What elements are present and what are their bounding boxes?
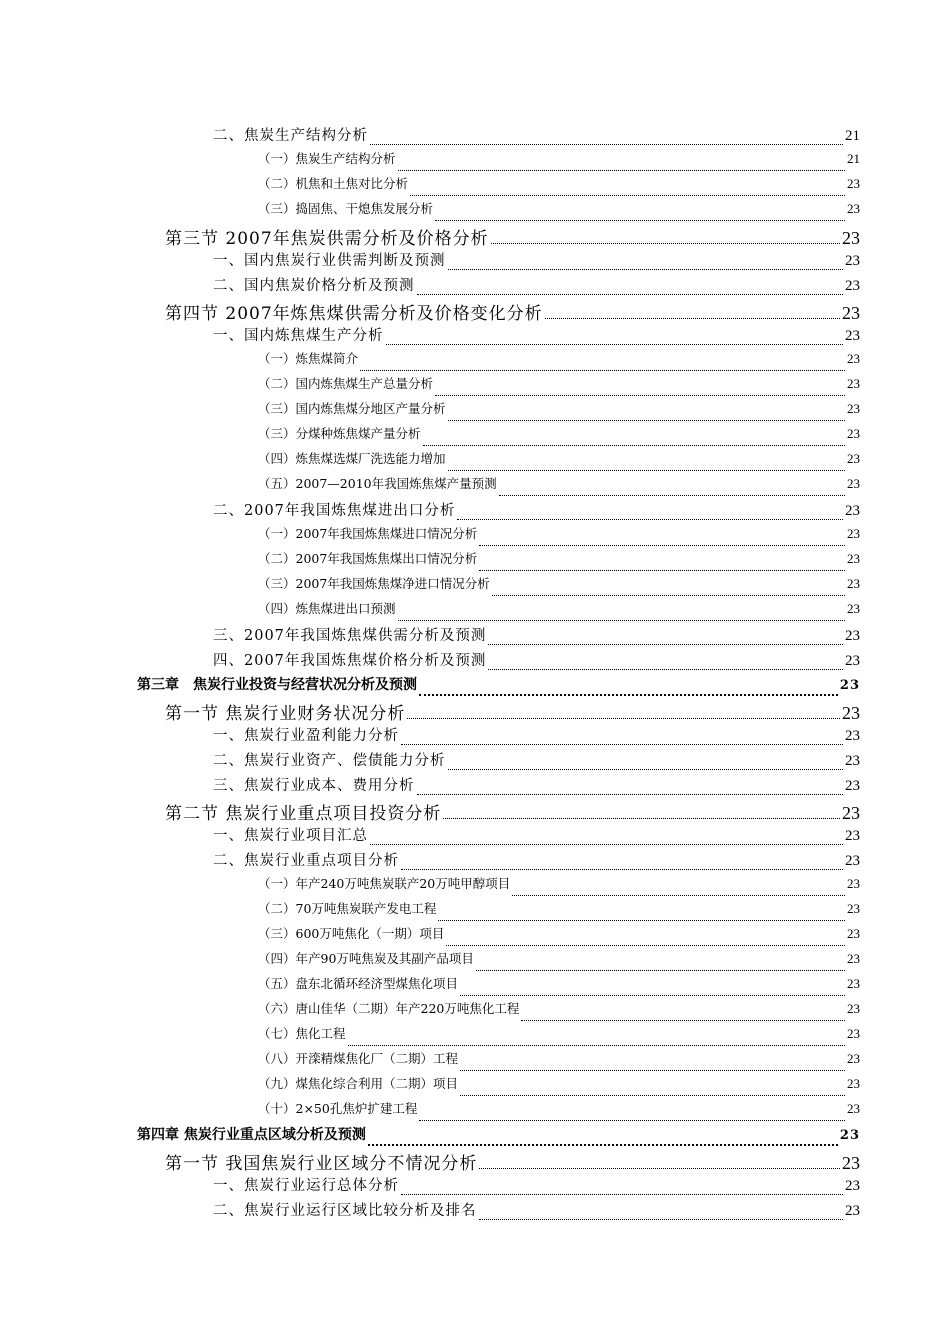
dot-leader [545, 299, 840, 324]
dot-leader [435, 199, 845, 224]
toc-entry-lv3[interactable] [0, 924, 950, 949]
toc-entry-lv3[interactable] [0, 524, 950, 549]
toc-entry-lv3[interactable] [0, 374, 950, 399]
toc-entry-title: （六）唐山佳华（二期）年产220万吨焦化工程 [258, 1001, 520, 1016]
toc-entry-title: 二、2007年我国炼焦煤进出口分析 [213, 503, 456, 519]
toc-entry-sec[interactable] [0, 799, 950, 824]
toc-entry-page-number: 23 [845, 1178, 860, 1194]
toc-entry-lv3[interactable] [0, 1099, 950, 1124]
dot-leader [423, 424, 845, 449]
toc-entry-title: （八）开滦精煤焦化厂（二期）工程 [258, 1051, 459, 1066]
dot-leader [410, 174, 845, 199]
toc-entry-lv2[interactable] [0, 724, 950, 749]
toc-entry-title: 第二节 焦炭行业重点项目投资分析 [165, 804, 442, 824]
toc-entry-page-number: 23 [847, 351, 860, 366]
toc-entry-lv3[interactable] [0, 599, 950, 624]
toc-entry-lv2[interactable] [0, 624, 950, 649]
toc-entry-title: 二、焦炭行业资产、偿债能力分析 [213, 753, 446, 769]
dot-leader [488, 649, 843, 674]
toc-entry-lv3[interactable] [0, 974, 950, 999]
toc-entry-title: （一）2007年我国炼焦煤进口情况分析 [258, 526, 478, 541]
toc-entry-lv2[interactable] [0, 274, 950, 299]
toc-entry-lv3[interactable] [0, 399, 950, 424]
toc-entry-title: （一）焦炭生产结构分析 [258, 151, 396, 166]
toc-entry-page-number: 23 [845, 828, 860, 844]
toc-entry-page-number: 23 [845, 1203, 860, 1219]
dot-leader [386, 324, 844, 349]
toc-entry-page-number: 23 [842, 228, 860, 248]
toc-entry-lv3[interactable] [0, 1049, 950, 1074]
toc-entry-title: （三）国内炼焦煤分地区产量分析 [258, 401, 446, 416]
dot-leader [370, 824, 843, 849]
toc-entry-title: 四、2007年我国炼焦煤价格分析及预测 [213, 653, 487, 669]
dot-leader [448, 399, 845, 424]
toc-entry-page-number: 21 [847, 151, 860, 166]
toc-entry-page-number: 23 [847, 1026, 860, 1041]
toc-entry-lv2[interactable] [0, 1199, 950, 1224]
toc-entry-page-number: 23 [847, 576, 860, 591]
toc-entry-page-number: 23 [845, 778, 860, 794]
toc-entry-page-number: 23 [847, 1001, 860, 1016]
toc-entry-title: 一、焦炭行业盈利能力分析 [213, 728, 399, 744]
dot-leader [398, 149, 845, 174]
toc-entry-lv2[interactable] [0, 249, 950, 274]
toc-entry-lv2[interactable] [0, 749, 950, 774]
toc-entry-page-number: 23 [842, 703, 860, 723]
toc-entry-title: （一）炼焦煤简介 [258, 351, 359, 366]
toc-entry-title: （七）焦化工程 [258, 1026, 346, 1041]
toc-entry-lv2[interactable] [0, 1174, 950, 1199]
dot-leader [443, 799, 840, 824]
toc-entry-page-number: 23 [845, 753, 860, 769]
toc-entry-page-number: 23 [839, 1128, 860, 1143]
dot-leader [435, 374, 845, 399]
toc-entry-page-number: 23 [847, 176, 860, 191]
dot-leader [476, 949, 845, 974]
toc-entry-page-number: 23 [847, 876, 860, 891]
toc-entry-title: （二）国内炼焦煤生产总量分析 [258, 376, 434, 391]
dot-leader [448, 749, 844, 774]
toc-entry-page-number: 23 [847, 401, 860, 416]
toc-entry-page-number: 23 [845, 653, 860, 669]
toc-entry-title: 三、2007年我国炼焦煤供需分析及预测 [213, 628, 487, 644]
toc-entry-chap[interactable] [0, 674, 950, 699]
toc-entry-sec[interactable] [0, 1149, 950, 1174]
dot-leader [398, 599, 845, 624]
toc-entry-title: 三、焦炭行业成本、费用分析 [213, 778, 415, 794]
toc-entry-lv3[interactable] [0, 174, 950, 199]
toc-entry-sec[interactable] [0, 699, 950, 724]
dot-leader [457, 499, 843, 524]
toc-entry-page-number: 23 [847, 1076, 860, 1091]
toc-entry-lv3[interactable] [0, 349, 950, 374]
toc-entry-page-number: 23 [847, 476, 860, 491]
dot-leader [488, 624, 843, 649]
toc-entry-page-number: 23 [845, 503, 860, 519]
dot-leader [491, 224, 840, 249]
toc-entry-page-number: 23 [847, 926, 860, 941]
toc-entry-title: （一）年产240万吨焦炭联产20万吨甲醇项目 [258, 876, 511, 891]
toc-entry-title: （四）年产90万吨焦炭及其副产品项目 [258, 951, 474, 966]
toc-entry-lv3[interactable] [0, 999, 950, 1024]
dot-leader [348, 1024, 845, 1049]
toc-entry-lv2[interactable] [0, 499, 950, 524]
toc-entry-title: 第四章 焦炭行业重点区域分析及预测 [137, 1127, 366, 1143]
toc-entry-title: （五）2007—2010年我国炼焦煤产量预测 [258, 476, 497, 491]
dot-leader [512, 874, 845, 899]
dot-leader [407, 699, 840, 724]
toc-entry-title: 第一节 我国焦炭行业区域分不情况分析 [165, 1154, 478, 1174]
toc-entry-title: 第三章 焦炭行业投资与经营状况分析及预测 [137, 677, 417, 693]
dot-leader [368, 1124, 838, 1149]
toc-entry-lv2[interactable] [0, 649, 950, 674]
toc-entry-page-number: 23 [845, 278, 860, 294]
toc-entry-page-number: 23 [845, 328, 860, 344]
toc-entry-title: 一、国内焦炭行业供需判断及预测 [213, 253, 446, 269]
dot-leader [360, 349, 845, 374]
toc-entry-lv3[interactable] [0, 199, 950, 224]
toc-entry-page-number: 23 [847, 201, 860, 216]
dot-leader [370, 124, 843, 149]
toc-entry-lv2[interactable] [0, 849, 950, 874]
toc-entry-page-number: 23 [845, 628, 860, 644]
dot-leader [492, 574, 845, 599]
toc-entry-title: （三）捣固焦、干熄焦发展分析 [258, 201, 434, 216]
toc-entry-page-number: 23 [847, 451, 860, 466]
toc-entry-title: 二、焦炭行业运行区域比较分析及排名 [213, 1203, 477, 1219]
toc-entry-chap[interactable] [0, 1124, 950, 1149]
toc-entry-page-number: 23 [847, 1101, 860, 1116]
toc-entry-title: （三）2007年我国炼焦煤净进口情况分析 [258, 576, 490, 591]
toc-entry-title: （二）70万吨焦炭联产发电工程 [258, 901, 437, 916]
toc-entry-lv3[interactable] [0, 1024, 950, 1049]
toc-entry-lv2[interactable] [0, 124, 950, 149]
toc-entry-title: （二）机焦和土焦对比分析 [258, 176, 409, 191]
dot-leader [479, 1149, 840, 1174]
dot-leader [521, 999, 845, 1024]
dot-leader [448, 249, 844, 274]
dot-leader [460, 1049, 845, 1074]
toc-entry-page-number: 23 [842, 1153, 860, 1173]
toc-entry-lv3[interactable] [0, 149, 950, 174]
dot-leader [419, 1099, 845, 1124]
toc-entry-lv3[interactable] [0, 424, 950, 449]
toc-entry-title: （九）煤焦化综合利用（二期）项目 [258, 1076, 459, 1091]
toc-entry-lv3[interactable] [0, 899, 950, 924]
toc-entry-lv3[interactable] [0, 549, 950, 574]
toc-entry-page-number: 23 [847, 951, 860, 966]
toc-entry-page-number: 23 [842, 303, 860, 323]
table-of-contents [0, 124, 950, 1224]
toc-entry-title: 二、焦炭行业重点项目分析 [213, 853, 399, 869]
toc-entry-page-number: 23 [847, 376, 860, 391]
toc-entry-lv3[interactable] [0, 449, 950, 474]
toc-entry-lv3[interactable] [0, 874, 950, 899]
toc-entry-page-number: 23 [842, 803, 860, 823]
toc-entry-page-number: 23 [845, 853, 860, 869]
toc-entry-title: （二）2007年我国炼焦煤出口情况分析 [258, 551, 478, 566]
toc-entry-sec[interactable] [0, 299, 950, 324]
toc-entry-title: 第四节 2007年炼焦煤供需分析及价格变化分析 [165, 304, 543, 324]
toc-entry-lv2[interactable] [0, 824, 950, 849]
dot-leader [417, 274, 844, 299]
toc-entry-title: 二、焦炭生产结构分析 [213, 128, 368, 144]
toc-entry-page-number: 23 [847, 901, 860, 916]
toc-entry-lv3[interactable] [0, 474, 950, 499]
dot-leader [448, 449, 845, 474]
dot-leader [438, 899, 845, 924]
toc-entry-page-number: 23 [839, 678, 860, 693]
toc-entry-title: （三）分煤种炼焦煤产量分析 [258, 426, 421, 441]
dot-leader [460, 1074, 845, 1099]
dot-leader [401, 724, 843, 749]
dot-leader [401, 849, 843, 874]
toc-entry-title: （四）炼焦煤选煤厂洗选能力增加 [258, 451, 446, 466]
toc-entry-page-number: 23 [845, 253, 860, 269]
toc-entry-page-number: 23 [847, 976, 860, 991]
dot-leader [419, 674, 838, 699]
toc-entry-lv3[interactable] [0, 574, 950, 599]
dot-leader [446, 924, 845, 949]
toc-entry-lv3[interactable] [0, 949, 950, 974]
toc-entry-page-number: 23 [847, 526, 860, 541]
toc-entry-title: （四）炼焦煤进出口预测 [258, 601, 396, 616]
toc-entry-lv2[interactable] [0, 774, 950, 799]
toc-entry-page-number: 23 [847, 601, 860, 616]
dot-leader [417, 774, 844, 799]
toc-entry-sec[interactable] [0, 224, 950, 249]
toc-entry-page-number: 23 [845, 728, 860, 744]
toc-entry-title: （五）盘东北循环经济型煤焦化项目 [258, 976, 459, 991]
toc-entry-lv3[interactable] [0, 1074, 950, 1099]
dot-leader [499, 474, 845, 499]
toc-entry-page-number: 23 [847, 1051, 860, 1066]
toc-entry-title: 第一节 焦炭行业财务状况分析 [165, 704, 406, 724]
toc-entry-title: 一、焦炭行业项目汇总 [213, 828, 368, 844]
toc-entry-page-number: 23 [847, 426, 860, 441]
toc-entry-title: 一、焦炭行业运行总体分析 [213, 1178, 399, 1194]
toc-entry-title: （三）600万吨焦化（一期）项目 [258, 926, 445, 941]
toc-entry-page-number: 21 [845, 128, 860, 144]
toc-entry-title: （十）2×50孔焦炉扩建工程 [258, 1101, 418, 1116]
dot-leader [479, 549, 845, 574]
dot-leader [479, 524, 845, 549]
dot-leader [479, 1199, 844, 1224]
toc-entry-lv2[interactable] [0, 324, 950, 349]
toc-entry-title: 二、国内焦炭价格分析及预测 [213, 278, 415, 294]
toc-entry-page-number: 23 [847, 551, 860, 566]
toc-entry-title: 一、国内炼焦煤生产分析 [213, 328, 384, 344]
dot-leader [460, 974, 845, 999]
toc-entry-title: 第三节 2007年焦炭供需分析及价格分析 [165, 229, 489, 249]
dot-leader [401, 1174, 843, 1199]
